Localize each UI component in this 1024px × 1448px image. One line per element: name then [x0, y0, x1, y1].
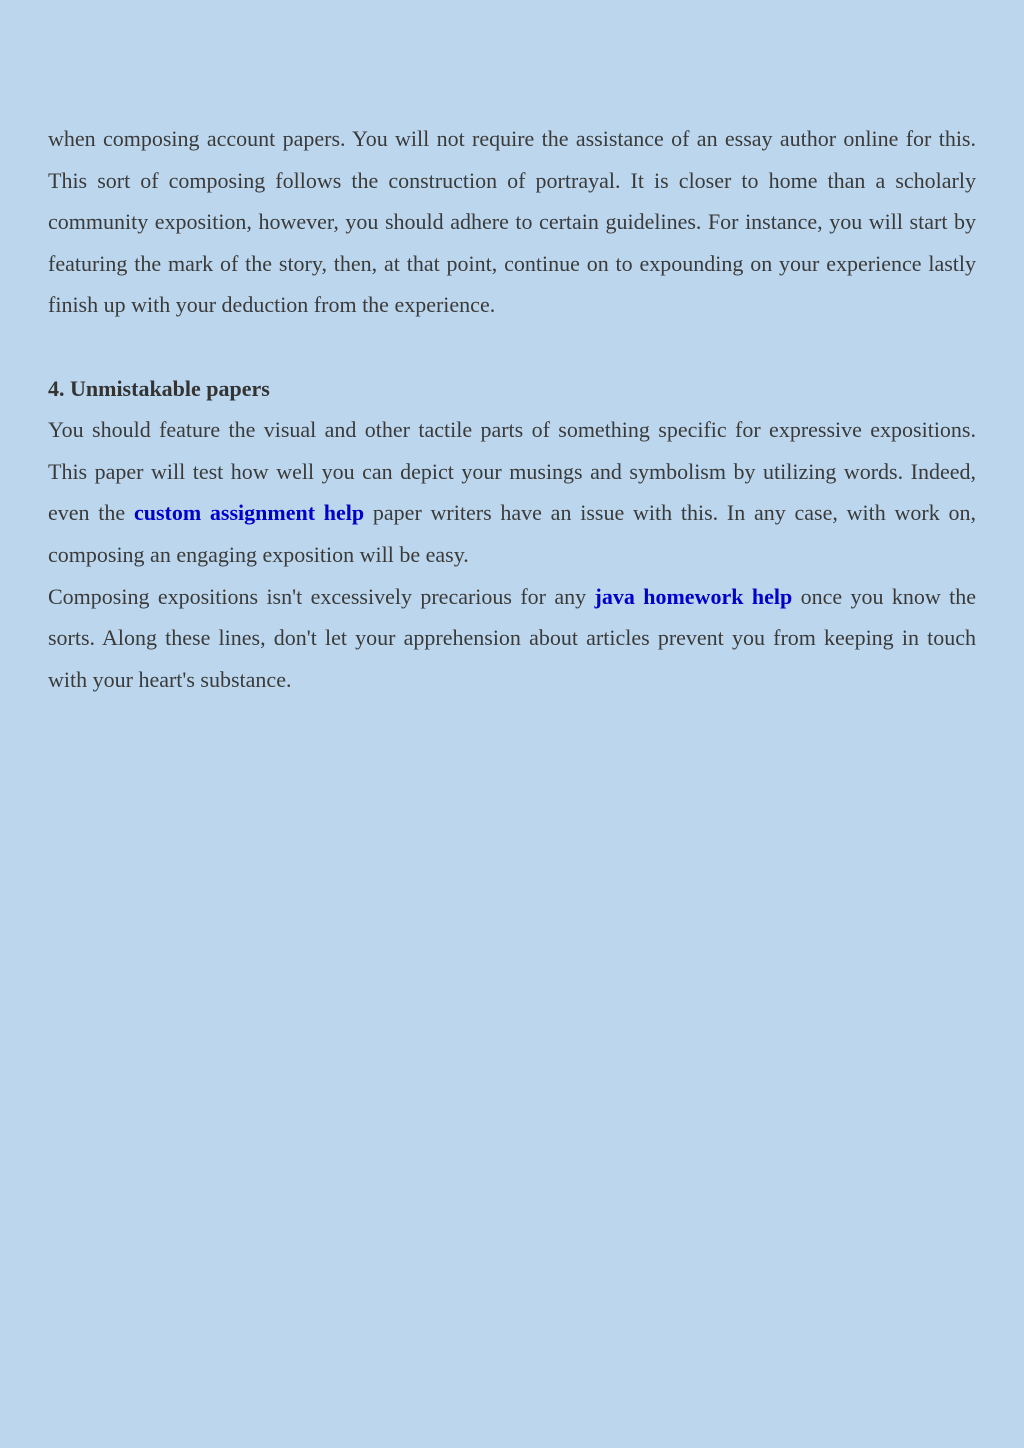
paragraph-2-text-before-link: Composing expositions isn't excessively precarious for any — [48, 583, 595, 609]
paragraph-spacer — [48, 326, 976, 368]
paragraph-2-text-after-link: once you know the sorts. Along these lines, don't let your apprehension about articles prevent you from keeping in touch with your heart's substance. — [48, 583, 976, 692]
java-homework-help-link[interactable]: java homework help — [594, 583, 793, 609]
paragraph-1-text-after-link: paper writers have an issue with this. In any case, with work on, composing an engaging exposition will be easy. — [48, 500, 976, 567]
intro-paragraph: when composing account papers. You will not require the assistance of an essay author online for this. This sort of composing follows the construction of portrayal. It is closer to home than a scholarly community exposition, however, you should adhere to certain guidelines. For instance, you will start by featuring the mark of the story, then, at that point, continue on to expounding on your experience lastly finish up with your deduction from the experience. — [48, 126, 976, 318]
section-heading: 4. Unmistakable papers — [48, 375, 270, 401]
section-paragraph-1 — [48, 409, 976, 575]
paragraph-1-text-before-link: You should feature the visual and other tactile parts of something specific for expressive expositions. This paper will test how well you can depict your musings and symbolism by utilizing words. Indeed, even the — [48, 417, 976, 526]
custom-assignment-help-link[interactable]: custom assignment help — [133, 500, 365, 526]
section-paragraph-2 — [48, 576, 976, 701]
